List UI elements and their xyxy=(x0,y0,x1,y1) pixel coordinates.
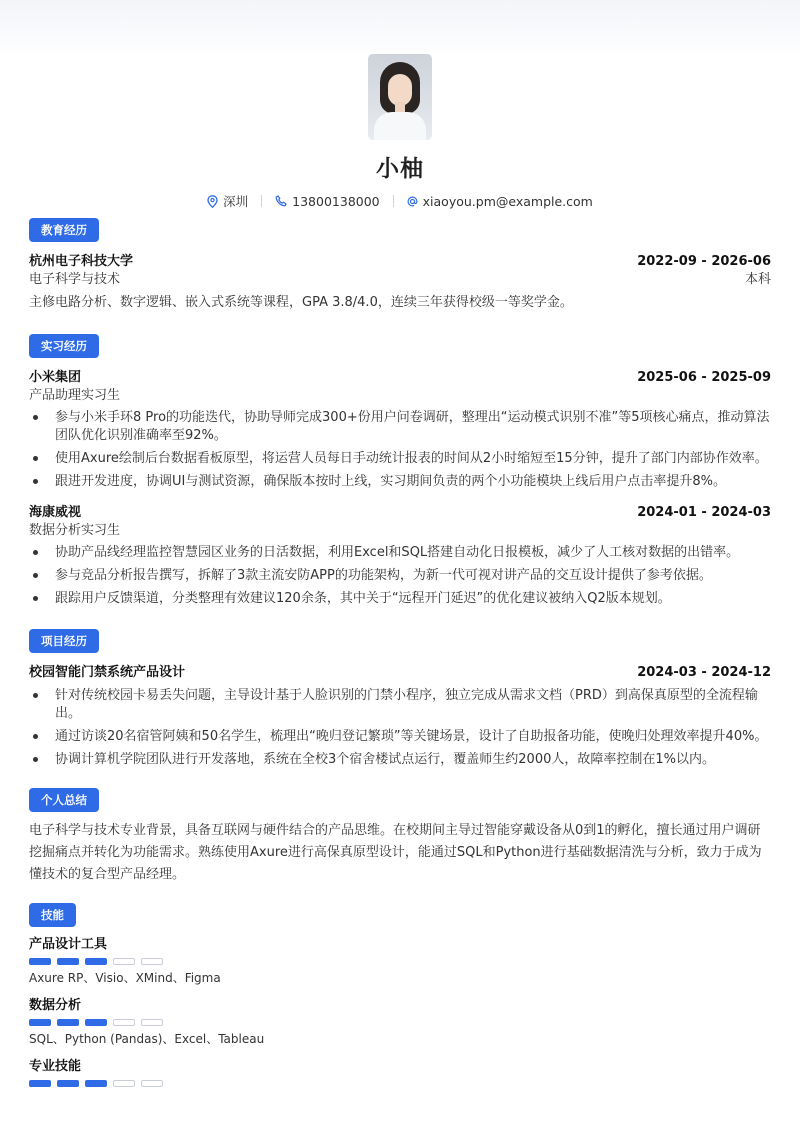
school-name: 杭州电子科技大学 xyxy=(29,254,134,269)
internship-tag: 实习经历 xyxy=(29,334,99,358)
skill-level-segment xyxy=(57,1019,79,1026)
contact-divider xyxy=(261,195,262,207)
internship-section xyxy=(29,334,771,608)
skill-level-segment xyxy=(113,958,135,965)
phone-text: 13800138000 xyxy=(292,193,380,209)
skill-level-segment xyxy=(141,1080,163,1087)
skill-tools: Axure RP、Visio、XMind、Figma xyxy=(29,971,221,985)
skill-item xyxy=(29,997,771,1047)
skill-level-segment xyxy=(29,1080,51,1087)
contact-line xyxy=(0,192,800,210)
candidate-name: 小柚 xyxy=(376,156,424,182)
role-title: 数据分析实习生 xyxy=(29,523,121,538)
skill-level xyxy=(29,1080,771,1087)
skills-tag: 技能 xyxy=(29,903,76,927)
contact-email[interactable] xyxy=(407,194,593,209)
skill-item xyxy=(29,1058,771,1087)
at-sign-icon xyxy=(407,196,418,207)
project-section xyxy=(29,629,771,769)
location-pin-icon xyxy=(207,195,218,208)
bullet-item: 通过访谈20名宿管阿姨和50名学生，梳理出“晚归登记繁琐”等关键场景，设计了自助报备功能，使晚归处理效率提升40%。 xyxy=(29,728,771,746)
company-name: 海康威视 xyxy=(29,505,82,520)
skill-level-segment xyxy=(113,1080,135,1087)
summary-text: 电子科学与技术专业背景，具备互联网与硬件结合的产品思维。在校期间主导过智能穿戴设备从0到1的孵化，擅长通过用户调研挖掘痛点并转化为功能需求。熟练使用Axure进行高保真原型设计，能通过SQL和Python进行基础数据清洗与分析，致力于成为懂技术的复合型产品经理。 xyxy=(29,823,762,882)
bullet-item: 协助产品线经理监控智慧园区业务的日活数据，利用Excel和SQL搭建自动化日报模板，减少了人工核对数据的出错率。 xyxy=(29,544,771,562)
skill-level-segment xyxy=(29,958,51,965)
bullet-item: 针对传统校园卡易丢失问题，主导设计基于人脸识别的门禁小程序，独立完成从需求文档（PRD）到高保真原型的全流程输出。 xyxy=(29,687,771,723)
degree: 本科 xyxy=(744,272,771,287)
project-period: 2024-03 - 2024-12 xyxy=(637,665,771,680)
skill-level-segment xyxy=(57,1080,79,1087)
skill-level-segment xyxy=(113,1019,135,1026)
skill-level-segment xyxy=(85,1019,107,1026)
summary-section xyxy=(29,788,771,886)
skill-level xyxy=(29,958,771,965)
education-tag: 教育经历 xyxy=(29,218,99,242)
education-description: 主修电路分析、数字逻辑、嵌入式系统等课程，GPA 3.8/4.0，连续三年获得校级一等奖学金。 xyxy=(29,295,573,310)
skill-level-segment xyxy=(141,958,163,965)
company-name: 小米集团 xyxy=(29,370,82,385)
skill-level-segment xyxy=(141,1019,163,1026)
project-header-row xyxy=(29,664,771,682)
internship-period: 2024-01 - 2024-03 xyxy=(637,505,771,520)
skill-level-segment xyxy=(29,1019,51,1026)
education-section xyxy=(29,218,771,314)
email-text[interactable]: xiaoyou.pm@example.com xyxy=(422,193,593,209)
project-bullets xyxy=(29,687,771,769)
project-tag: 项目经历 xyxy=(29,629,99,653)
bullet-item: 参与竞品分析报告撰写，拆解了3款主流安防APP的功能架构，为新一代可视对讲产品的交互设计提供了参考依据。 xyxy=(29,567,771,585)
skill-item xyxy=(29,936,771,986)
major: 电子科学与技术 xyxy=(29,272,121,287)
summary-tag: 个人总结 xyxy=(29,788,99,812)
skill-name: 专业技能 xyxy=(29,1059,82,1074)
bullet-item: 跟进开发进度，协调UI与测试资源，确保版本按时上线，实习期间负责的两个小功能模块上线后用户点击率提升8%。 xyxy=(29,473,771,491)
internship-item xyxy=(29,504,771,608)
avatar xyxy=(368,54,432,140)
skill-level xyxy=(29,1019,771,1026)
skill-level-segment xyxy=(57,958,79,965)
avatar-body xyxy=(374,112,426,140)
project-title: 校园智能门禁系统产品设计 xyxy=(29,665,186,680)
skill-level-segment xyxy=(85,1080,107,1087)
resume-content xyxy=(29,218,771,1087)
education-sub-row xyxy=(29,271,771,288)
skills-section xyxy=(29,903,771,1087)
internship-header-row xyxy=(29,369,771,387)
contact-divider xyxy=(393,195,394,207)
skill-name: 数据分析 xyxy=(29,998,82,1013)
education-period: 2022-09 - 2026-06 xyxy=(637,254,771,269)
internship-period: 2025-06 - 2025-09 xyxy=(637,370,771,385)
skill-tools: SQL、Python (Pandas)、Excel、Tableau xyxy=(29,1032,265,1046)
internship-bullets xyxy=(29,544,771,608)
education-header-row xyxy=(29,253,771,271)
bullet-item: 跟踪用户反馈渠道，分类整理有效建议120余条，其中关于“远程开门延迟”的优化建议被纳入Q2版本规划。 xyxy=(29,590,771,608)
contact-city xyxy=(207,192,248,210)
skill-level-segment xyxy=(85,958,107,965)
skill-name: 产品设计工具 xyxy=(29,937,108,952)
role-title: 产品助理实习生 xyxy=(29,388,121,403)
resume-header xyxy=(0,0,800,210)
internship-bullets xyxy=(29,409,771,491)
contact-phone xyxy=(275,194,379,209)
phone-icon xyxy=(275,195,287,207)
internship-item xyxy=(29,369,771,491)
city-text: 深圳 xyxy=(223,194,249,209)
internship-header-row xyxy=(29,504,771,522)
bullet-item: 参与小米手环8 Pro的功能迭代，协助导师完成300+份用户问卷调研，整理出“运动模式识别不准”等5项核心痛点，推动算法团队优化识别准确率至92%。 xyxy=(29,409,771,445)
bullet-item: 协调计算机学院团队进行开发落地，系统在全校3个宿舍楼试点运行，覆盖师生约2000人，故障率控制在1%以内。 xyxy=(29,751,771,769)
bullet-item: 使用Axure绘制后台数据看板原型，将运营人员每日手动统计报表的时间从2小时缩短至15分钟，提升了部门内部协作效率。 xyxy=(29,450,771,468)
